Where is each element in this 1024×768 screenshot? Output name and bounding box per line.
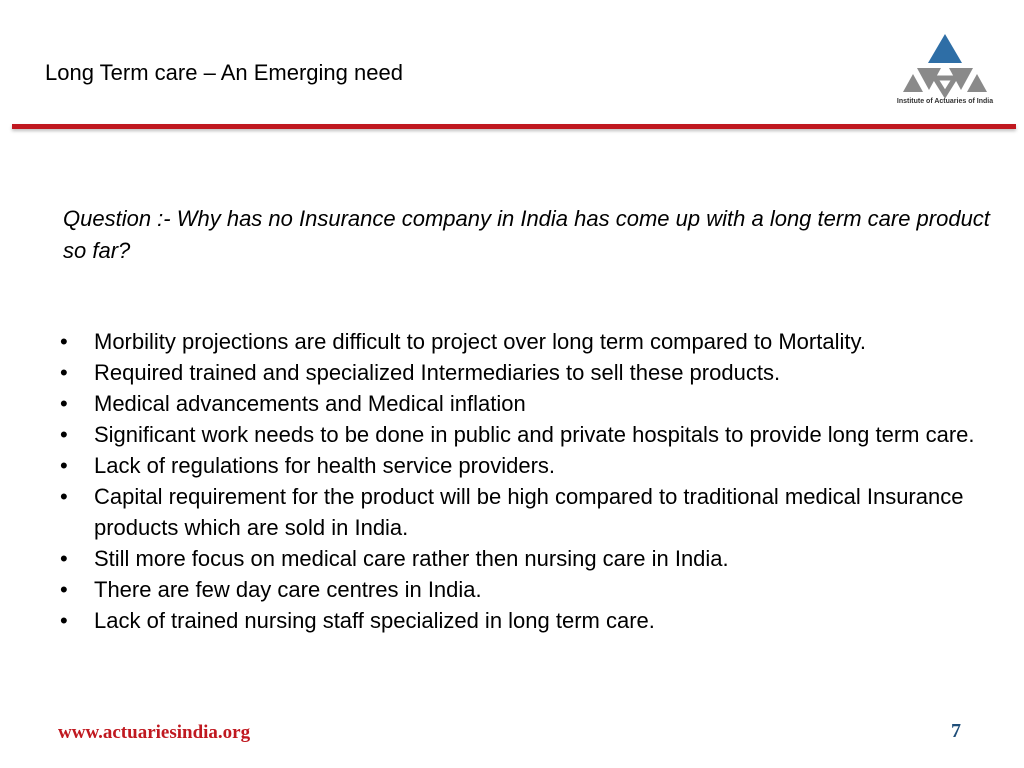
list-item — [56, 574, 1011, 605]
page-number: 7 — [951, 720, 961, 742]
list-item — [56, 388, 1011, 419]
list-item — [56, 543, 1011, 574]
bullet-icon: • — [60, 329, 68, 354]
list-item-text: Medical advancements and Medical inflation — [94, 391, 526, 416]
list-item — [56, 326, 1011, 357]
bullet-icon: • — [60, 608, 68, 633]
bullet-icon: • — [60, 391, 68, 416]
list-item-text: Morbility projections are difficult to project over long term compared to Mortality. — [94, 329, 866, 354]
question-text: Question :- Why has no Insurance company in India has come up with a long term care product so far? — [63, 206, 990, 263]
list-item-text: Lack of regulations for health service providers. — [94, 453, 556, 478]
bullet-icon: • — [60, 546, 68, 571]
logo-caption: Institute of Actuaries of India — [896, 98, 994, 105]
list-item — [56, 419, 1011, 450]
list-item-text: Still more focus on medical care rather then nursing care in India. — [94, 546, 729, 571]
bullet-list — [56, 326, 1011, 636]
list-item-text: Lack of trained nursing staff specialized in long term care. — [94, 608, 655, 633]
website-link[interactable]: www.actuariesindia.org — [58, 722, 251, 743]
list-item-text: Significant work needs to be done in public and private hospitals to provide long term care. — [94, 422, 975, 447]
bullet-icon: • — [60, 577, 68, 602]
list-item — [56, 481, 1011, 543]
list-item — [56, 357, 1011, 388]
slide-title: Long Term care – An Emerging need — [45, 60, 403, 85]
bullet-icon: • — [60, 453, 68, 478]
list-item-text: Capital requirement for the product will be high compared to traditional medical Insurance products which are sold in India. — [94, 484, 964, 540]
bullet-icon: • — [60, 484, 68, 509]
title-divider — [12, 124, 1016, 129]
bullet-icon: • — [60, 360, 68, 385]
list-item — [56, 450, 1011, 481]
list-item-text: Required trained and specialized Intermediaries to sell these products. — [94, 360, 781, 385]
list-item — [56, 605, 1011, 636]
list-item-text: There are few day care centres in India. — [94, 577, 482, 602]
bullet-icon: • — [60, 422, 68, 447]
